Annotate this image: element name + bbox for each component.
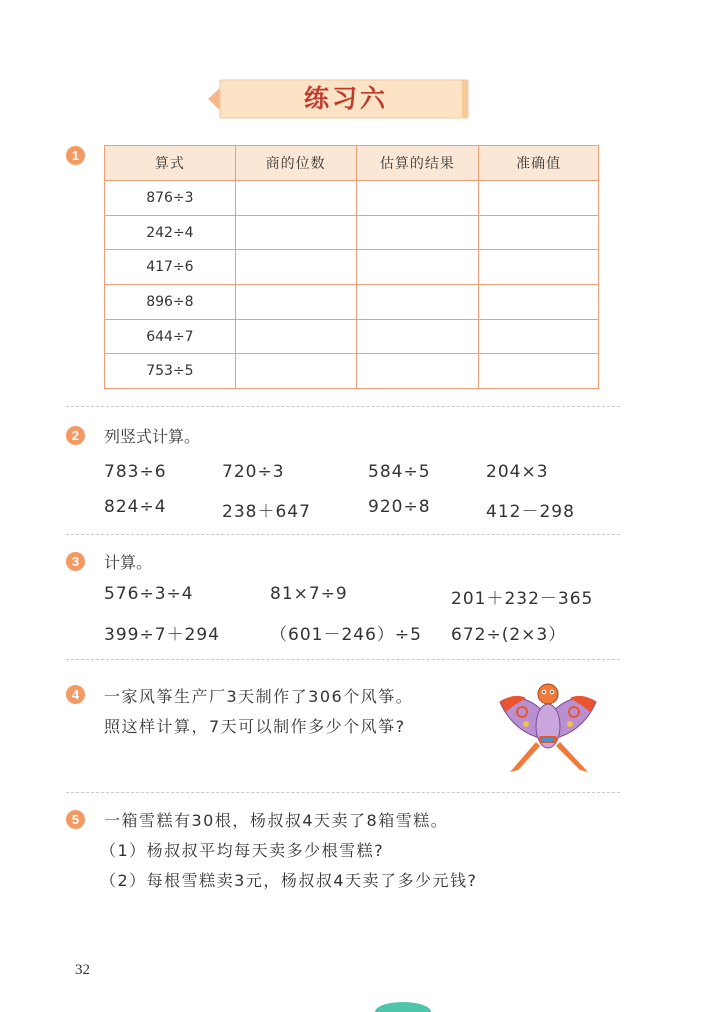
answer-cell[interactable] xyxy=(235,319,356,354)
answer-cell[interactable] xyxy=(479,181,599,216)
exercise-item: 720÷3 xyxy=(222,462,285,482)
answer-cell[interactable] xyxy=(356,181,479,216)
table-header-row xyxy=(105,146,599,181)
question-4-line-1: 一家风筝生产厂3天制作了306个风筝。 xyxy=(104,687,414,706)
table-row xyxy=(105,319,599,354)
table-row xyxy=(105,250,599,285)
question-5-sub-1: （1）杨叔叔平均每天卖多少根雪糕? xyxy=(100,841,385,860)
exercise-item: 920÷8 xyxy=(368,497,431,517)
row-expression: 644÷7 xyxy=(105,319,236,354)
answer-cell[interactable] xyxy=(356,319,479,354)
exercise-item: 824÷4 xyxy=(104,497,167,517)
answer-cell[interactable] xyxy=(235,354,356,389)
title-banner xyxy=(208,78,470,120)
answer-cell[interactable] xyxy=(235,250,356,285)
answer-cell[interactable] xyxy=(356,215,479,250)
answer-cell[interactable] xyxy=(479,319,599,354)
question-4-line-2: 照这样计算，7天可以制作多少个风筝? xyxy=(104,717,406,736)
estimation-table xyxy=(104,145,599,389)
question-3-label: 计算。 xyxy=(104,553,153,572)
header-estimate: 估算的结果 xyxy=(356,146,479,181)
table-row xyxy=(105,354,599,389)
table-row xyxy=(105,285,599,320)
table-row xyxy=(105,181,599,216)
answer-cell[interactable] xyxy=(479,215,599,250)
exercise-item: 201＋232－365 xyxy=(451,589,594,609)
section-divider xyxy=(66,406,620,407)
row-expression: 896÷8 xyxy=(105,285,236,320)
question-3-badge: 3 xyxy=(66,552,85,571)
answer-cell[interactable] xyxy=(356,250,479,285)
section-divider xyxy=(66,792,620,793)
bottom-decoration xyxy=(375,1002,431,1012)
answer-cell[interactable] xyxy=(235,181,356,216)
question-5-badge: 5 xyxy=(66,810,85,829)
question-5-sub-2: （2）每根雪糕卖3元，杨叔叔4天卖了多少元钱? xyxy=(100,871,478,890)
header-quotient-digits: 商的位数 xyxy=(235,146,356,181)
kite-icon xyxy=(496,680,600,776)
exercise-item: （601－246）÷5 xyxy=(270,625,422,645)
answer-cell[interactable] xyxy=(235,215,356,250)
exercise-item: 204×3 xyxy=(486,462,549,482)
exercise-item: 584÷5 xyxy=(368,462,431,482)
exercise-item: 576÷3÷4 xyxy=(104,584,194,604)
question-4-badge: 4 xyxy=(66,685,85,704)
answer-cell[interactable] xyxy=(356,285,479,320)
row-expression: 753÷5 xyxy=(105,354,236,389)
exercise-item: 399÷7＋294 xyxy=(104,625,220,645)
row-expression: 242÷4 xyxy=(105,215,236,250)
header-expression: 算式 xyxy=(105,146,236,181)
question-1-badge: 1 xyxy=(66,146,85,165)
answer-cell[interactable] xyxy=(479,250,599,285)
section-divider xyxy=(66,534,620,535)
exercise-item: 412－298 xyxy=(486,502,575,522)
row-expression: 876÷3 xyxy=(105,181,236,216)
header-exact-value: 准确值 xyxy=(479,146,599,181)
exercise-item: 238＋647 xyxy=(222,502,311,522)
page-title: 练习六 xyxy=(303,84,388,113)
answer-cell[interactable] xyxy=(356,354,479,389)
question-5-line-1: 一箱雪糕有30根，杨叔叔4天卖了8箱雪糕。 xyxy=(104,811,449,830)
page-number: 32 xyxy=(75,962,90,978)
exercise-item: 783÷6 xyxy=(104,462,167,482)
answer-cell[interactable] xyxy=(235,285,356,320)
exercise-item: 672÷(2×3） xyxy=(451,625,567,645)
row-expression: 417÷6 xyxy=(105,250,236,285)
answer-cell[interactable] xyxy=(479,285,599,320)
question-2-label: 列竖式计算。 xyxy=(104,427,201,446)
section-divider xyxy=(66,659,620,660)
answer-cell[interactable] xyxy=(479,354,599,389)
table-row xyxy=(105,215,599,250)
exercise-item: 81×7÷9 xyxy=(270,584,348,604)
question-2-badge: 2 xyxy=(66,426,85,445)
